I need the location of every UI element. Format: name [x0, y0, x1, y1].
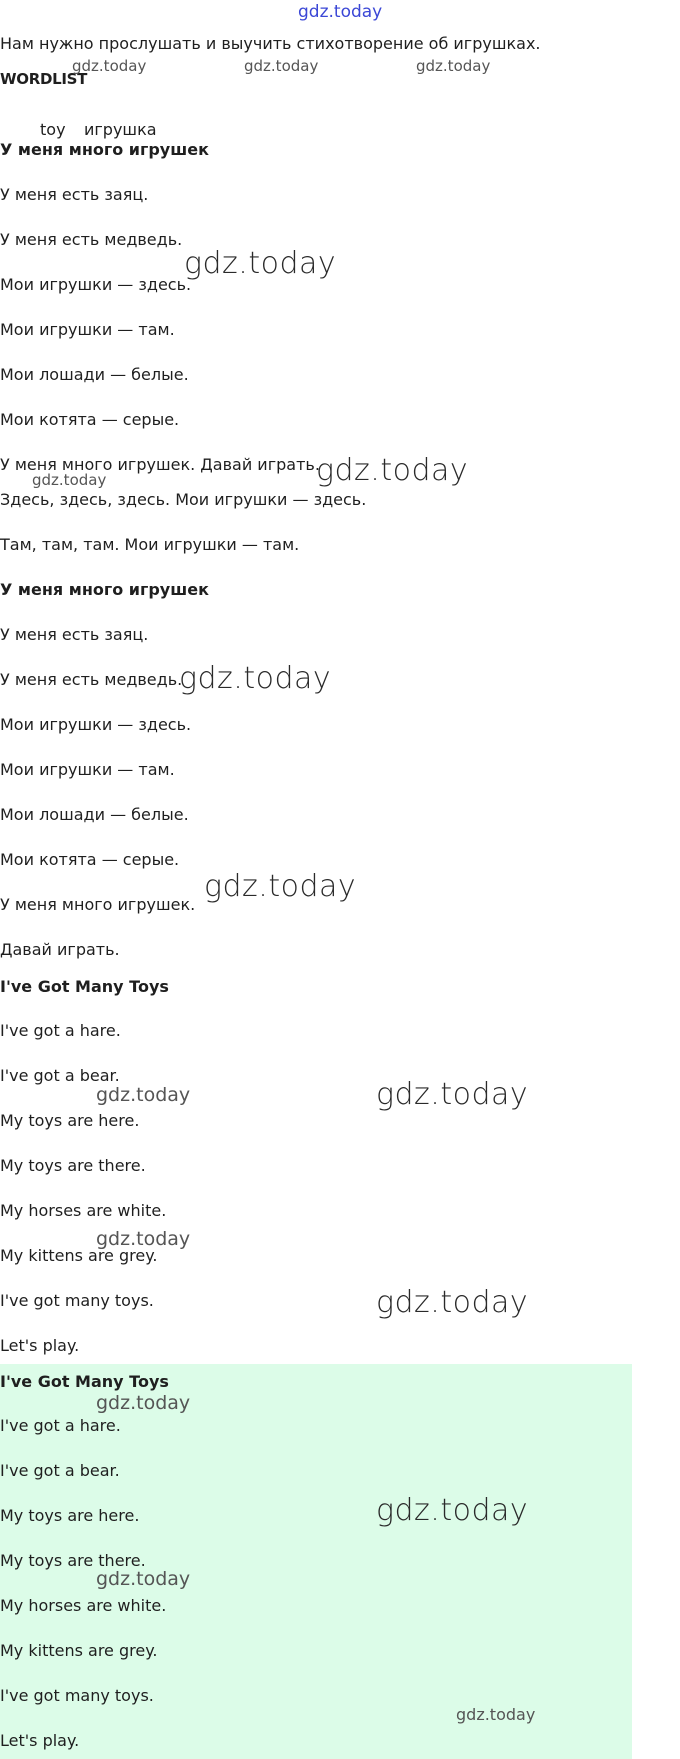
ru-poem-1-title: У меня много игрушек — [0, 140, 209, 159]
watermark: gdz.today — [316, 453, 469, 488]
ru-poem-1-line: У меня есть заяц. — [0, 185, 149, 204]
en-poem-2-line: My toys are here. — [0, 1506, 140, 1525]
ru-poem-1-line: Там, там, там. Мои игрушки — там. — [0, 535, 300, 554]
ru-poem-2-line: Мои игрушки — там. — [0, 760, 175, 779]
watermark: gdz.today — [244, 57, 319, 75]
watermark: gdz.today — [184, 246, 337, 281]
en-poem-1-line: My toys are here. — [0, 1111, 140, 1130]
wordlist-word-en: toy — [40, 120, 66, 139]
en-poem-2-line: My horses are white. — [0, 1596, 167, 1615]
en-poem-1-title: I've Got Many Toys — [0, 977, 169, 996]
ru-poem-1-line: Мои котята — серые. — [0, 410, 180, 429]
watermark: gdz.today — [72, 57, 147, 75]
en-poem-2-line: My kittens are grey. — [0, 1641, 158, 1660]
watermark: gdz.today — [376, 1493, 529, 1528]
watermark: gdz.today — [96, 1228, 191, 1250]
watermark: gdz.today — [179, 661, 332, 696]
watermark: gdz.today — [204, 869, 357, 904]
en-poem-2-line: I've got a bear. — [0, 1461, 120, 1480]
ru-poem-1-line: У меня есть медведь. — [0, 230, 183, 249]
en-poem-2-line: I've got a hare. — [0, 1416, 121, 1435]
en-poem-1-line: I've got a hare. — [0, 1021, 121, 1040]
watermark: gdz.today — [456, 1705, 536, 1724]
ru-poem-1-line: У меня много игрушек. Давай играть. — [0, 455, 320, 474]
en-poem-1-line: My horses are white. — [0, 1201, 167, 1220]
ru-poem-2-line: Мои игрушки — здесь. — [0, 715, 192, 734]
en-poem-2-line: My toys are there. — [0, 1551, 146, 1570]
ru-poem-2-title: У меня много игрушек — [0, 580, 209, 599]
en-poem-1-line: I've got a bear. — [0, 1066, 120, 1085]
wordlist-word-ru: игрушка — [84, 120, 157, 139]
watermark: gdz.today — [32, 471, 107, 489]
ru-poem-1-line: Мои игрушки — там. — [0, 320, 175, 339]
ru-poem-2-line: У меня есть медведь. — [0, 670, 183, 689]
watermark: gdz.today — [376, 1285, 529, 1320]
ru-poem-2-line: У меня есть заяц. — [0, 625, 149, 644]
ru-poem-2-line: Давай играть. — [0, 940, 120, 959]
ru-poem-1-line: Мои игрушки — здесь. — [0, 275, 192, 294]
watermark: gdz.today — [416, 57, 491, 75]
watermark: gdz.today — [96, 1392, 191, 1414]
en-poem-2-line: I've got many toys. — [0, 1686, 154, 1705]
en-poem-1-line: Let's play. — [0, 1336, 80, 1355]
en-poem-1-line: I've got many toys. — [0, 1291, 154, 1310]
ru-poem-1-line: Здесь, здесь, здесь. Мои игрушки — здесь. — [0, 490, 367, 509]
wordlist-table-clipped — [0, 120, 300, 139]
intro-text: Нам нужно прослушать и выучить стихотворение об игрушках. — [0, 34, 541, 53]
watermark: gdz.today — [96, 1084, 191, 1106]
ru-poem-1-line: Мои лошади — белые. — [0, 365, 189, 384]
watermark: gdz.today — [376, 1077, 529, 1112]
watermark-top: gdz.today — [298, 2, 383, 22]
ru-poem-2-line: Мои лошади — белые. — [0, 805, 189, 824]
en-poem-2-line: Let's play. — [0, 1731, 80, 1750]
en-poem-1-line: My toys are there. — [0, 1156, 146, 1175]
en-poem-1-line: My kittens are grey. — [0, 1246, 158, 1265]
en-poem-2-title: I've Got Many Toys — [0, 1372, 169, 1391]
wordlist-title: WORDLIST — [0, 70, 88, 88]
watermark: gdz.today — [96, 1568, 191, 1590]
ru-poem-2-line: Мои котята — серые. — [0, 850, 180, 869]
ru-poem-2-line: У меня много игрушек. — [0, 895, 196, 914]
